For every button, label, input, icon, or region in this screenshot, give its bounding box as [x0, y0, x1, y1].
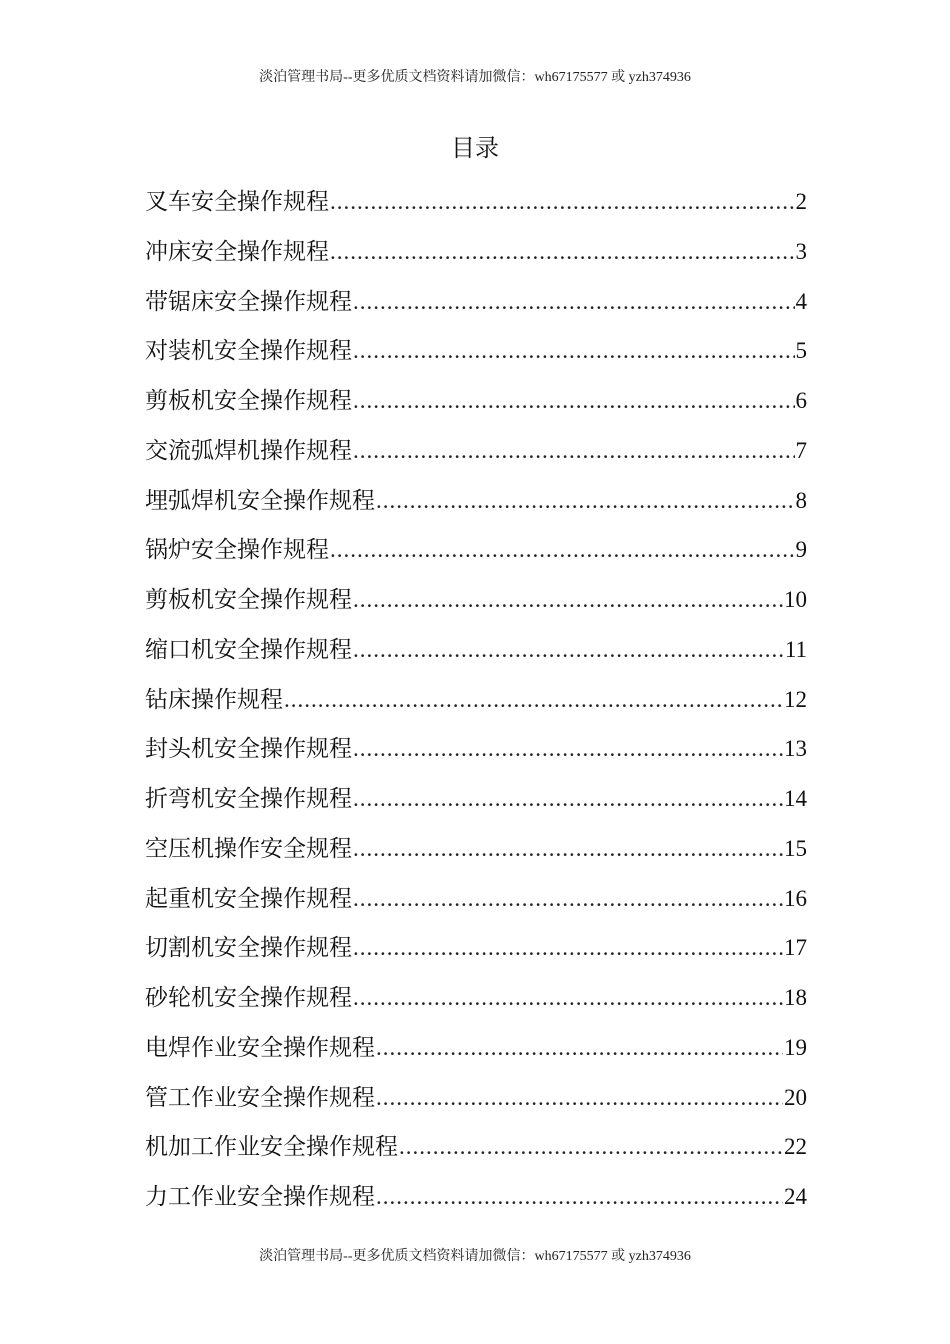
- toc-title: 目录: [451, 134, 499, 162]
- toc-entry-page[interactable]: 24: [784, 1184, 807, 1209]
- toc-entry[interactable]: [145, 923, 807, 973]
- toc-entry-label[interactable]: 机加工作业安全操作规程: [145, 1134, 398, 1161]
- toc-leader-dots: [353, 824, 783, 874]
- toc-entry-page[interactable]: 13: [784, 736, 807, 762]
- toc-entry-label[interactable]: 带锯床安全操作规程: [145, 288, 352, 315]
- toc-entry[interactable]: [145, 1172, 807, 1222]
- toc-entry-page[interactable]: 19: [784, 1034, 807, 1060]
- toc-entry-page[interactable]: 6: [795, 388, 807, 413]
- toc-leader-dots: [353, 575, 783, 625]
- toc-leader-dots: [353, 426, 795, 476]
- toc-entry[interactable]: [145, 575, 807, 625]
- toc-entry-page[interactable]: 22: [784, 1134, 807, 1160]
- toc-entry-page[interactable]: 3: [795, 238, 807, 264]
- toc-leader-dots: [284, 675, 783, 725]
- toc-entry[interactable]: [145, 1073, 807, 1123]
- toc-entry-page[interactable]: 9: [795, 537, 807, 563]
- toc-entry-page[interactable]: 17: [784, 935, 807, 961]
- toc-entry[interactable]: [145, 874, 807, 924]
- toc-leader-dots: [399, 1122, 783, 1172]
- toc-leader-dots: [353, 625, 784, 675]
- toc-entry-label[interactable]: 钻床操作规程: [145, 686, 283, 713]
- toc-entry[interactable]: [145, 774, 807, 824]
- toc-entry-label[interactable]: 管工作业安全操作规程: [145, 1084, 375, 1111]
- toc-entry[interactable]: [145, 724, 807, 774]
- toc-entry[interactable]: [145, 973, 807, 1023]
- toc-leader-dots: [353, 874, 783, 924]
- toc-entry[interactable]: [145, 426, 807, 476]
- toc-entry-label[interactable]: 剪板机安全操作规程: [145, 587, 352, 613]
- toc-leader-dots: [353, 277, 795, 327]
- toc-leader-dots: [353, 774, 783, 824]
- toc-entry-page[interactable]: 4: [795, 288, 807, 314]
- toc-entry[interactable]: [145, 625, 807, 675]
- toc-entry[interactable]: [145, 1122, 807, 1172]
- toc-entry[interactable]: [145, 476, 807, 526]
- toc-leader-dots: [330, 177, 795, 227]
- toc-entry-label[interactable]: 锅炉安全操作规程: [145, 537, 329, 564]
- toc-entry[interactable]: [145, 525, 807, 575]
- toc-leader-dots: [353, 724, 783, 774]
- toc-entry-label[interactable]: 冲床安全操作规程: [145, 238, 329, 265]
- toc-entry[interactable]: [145, 1023, 807, 1073]
- toc-entry-label[interactable]: 切割机安全操作规程: [145, 935, 352, 962]
- toc-entry-label[interactable]: 叉车安全操作规程: [145, 189, 329, 215]
- toc-entry-label[interactable]: 折弯机安全操作规程: [145, 786, 352, 812]
- toc-entry-page[interactable]: 14: [784, 786, 807, 811]
- toc-leader-dots: [330, 227, 795, 277]
- toc-entry-page[interactable]: 7: [795, 437, 807, 463]
- toc-entry[interactable]: [145, 277, 807, 327]
- toc-entry-label[interactable]: 对装机安全操作规程: [145, 338, 352, 365]
- toc-entry[interactable]: [145, 376, 807, 426]
- toc-entry[interactable]: [145, 177, 807, 227]
- toc-leader-dots: [330, 525, 795, 575]
- toc-leader-dots: [353, 376, 795, 426]
- toc-entry-label[interactable]: 力工作业安全操作规程: [145, 1184, 375, 1210]
- toc-leader-dots: [376, 476, 795, 526]
- toc-entry-page[interactable]: 11: [784, 636, 807, 662]
- toc-leader-dots: [376, 1073, 783, 1123]
- toc-leader-dots: [353, 973, 783, 1023]
- toc-entry[interactable]: [145, 326, 807, 376]
- toc-leader-dots: [376, 1023, 783, 1073]
- toc-entry-page[interactable]: 8: [795, 487, 807, 513]
- toc-entry-label[interactable]: 砂轮机安全操作规程: [145, 985, 352, 1011]
- toc-entry-page[interactable]: 18: [784, 985, 807, 1010]
- page-footer: 淡泊管理书局--更多优质文档资料请加微信：wh67175577 或 yzh374936: [259, 1249, 691, 1264]
- toc-entry-label[interactable]: 空压机操作安全规程: [145, 835, 352, 862]
- toc-entry-page[interactable]: 12: [784, 686, 807, 712]
- toc-entry-label[interactable]: 封头机安全操作规程: [145, 736, 352, 763]
- toc-entry-label[interactable]: 埋弧焊机安全操作规程: [145, 487, 375, 514]
- toc-entry-label[interactable]: 起重机安全操作规程: [145, 885, 352, 912]
- toc-entry[interactable]: [145, 824, 807, 874]
- toc-entry-label[interactable]: 交流弧焊机操作规程: [145, 437, 352, 464]
- toc-entry-label[interactable]: 缩口机安全操作规程: [145, 636, 352, 663]
- table-of-contents: [145, 177, 807, 1222]
- page-header: 淡泊管理书局--更多优质文档资料请加微信：wh67175577 或 yzh374936: [259, 70, 691, 85]
- toc-entry-page[interactable]: 16: [784, 885, 807, 911]
- toc-leader-dots: [376, 1172, 783, 1222]
- toc-entry[interactable]: [145, 227, 807, 277]
- toc-leader-dots: [353, 326, 795, 376]
- toc-entry[interactable]: [145, 675, 807, 725]
- toc-entry-page[interactable]: 2: [795, 189, 807, 214]
- toc-entry-page[interactable]: 10: [784, 587, 807, 612]
- toc-entry-label[interactable]: 电焊作业安全操作规程: [145, 1034, 375, 1061]
- toc-entry-page[interactable]: 20: [784, 1084, 807, 1110]
- toc-entry-page[interactable]: 5: [795, 338, 807, 364]
- toc-leader-dots: [353, 923, 783, 973]
- toc-entry-label[interactable]: 剪板机安全操作规程: [145, 388, 352, 414]
- toc-entry-page[interactable]: 15: [784, 835, 807, 861]
